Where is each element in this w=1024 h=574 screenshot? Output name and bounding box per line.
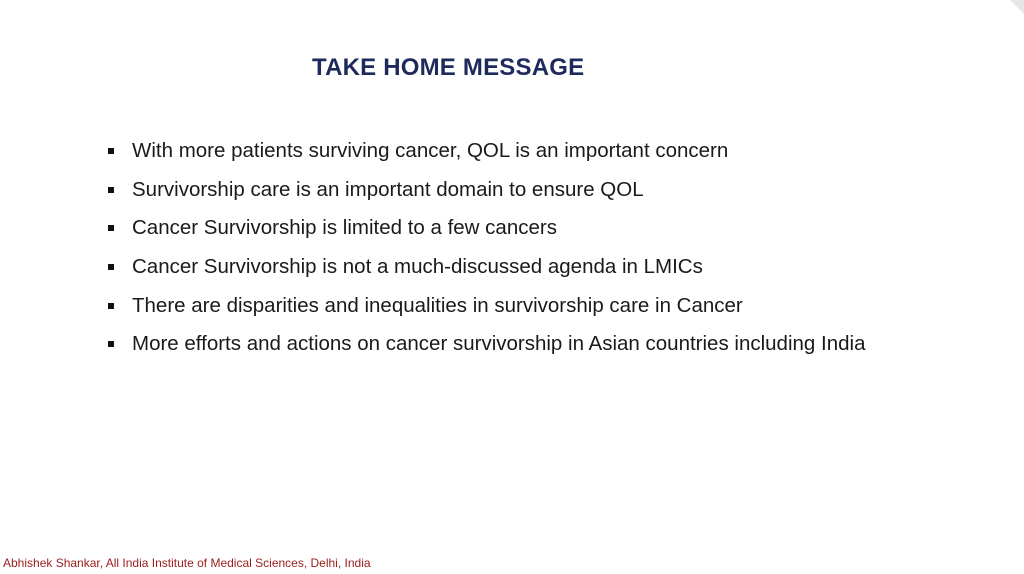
bullet-text: Survivorship care is an important domain to ensure QOL [132,177,644,201]
bullet-text: Cancer Survivorship is not a much-discussed agenda in LMICs [132,255,703,279]
list-item [108,325,865,364]
bullet-list [108,132,865,364]
square-bullet-icon [108,187,114,193]
list-item [108,248,865,287]
footer-credit: Abhishek Shankar, All India Institute of Medical Sciences, Delhi, India [3,556,371,570]
square-bullet-icon [108,148,114,154]
list-item [108,286,865,325]
bullet-text: More efforts and actions on cancer survivorship in Asian countries including India [132,332,866,356]
square-bullet-icon [108,341,114,347]
slide-title: TAKE HOME MESSAGE [312,54,585,81]
bullet-text: There are disparities and inequalities in survivorship care in Cancer [132,293,743,317]
square-bullet-icon [108,303,114,309]
bullet-text: Cancer Survivorship is limited to a few cancers [132,216,557,240]
list-item [108,209,865,248]
list-item [108,171,865,210]
list-item [108,132,865,171]
square-bullet-icon [108,225,114,231]
bullet-text: With more patients surviving cancer, QOL is an important concern [132,139,729,163]
square-bullet-icon [108,264,114,270]
page-corner-fold [1010,0,1024,14]
